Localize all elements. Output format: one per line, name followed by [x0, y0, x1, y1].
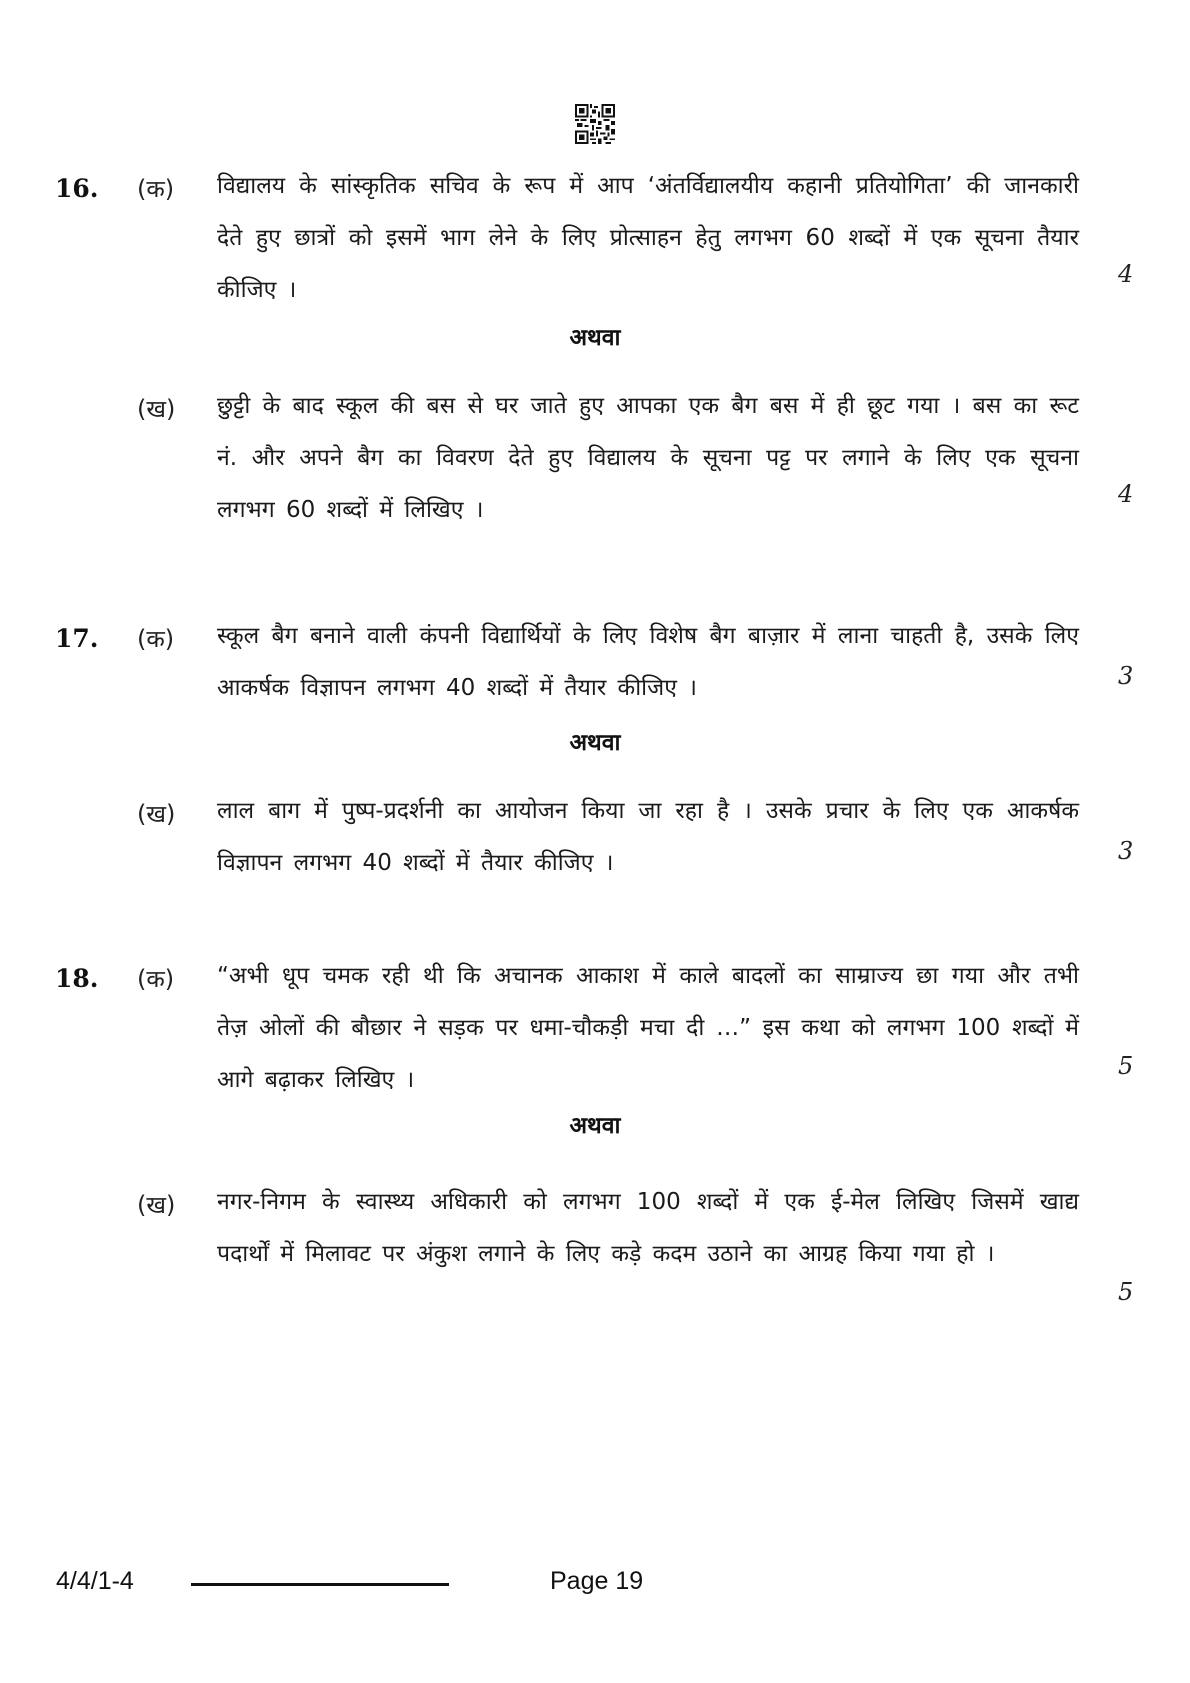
marks: 3 [1118, 662, 1134, 690]
marks: 4 [1118, 480, 1134, 508]
paper-code: 4/4/1-4 [56, 1567, 134, 1595]
marks: 3 [1118, 837, 1134, 865]
part-label: (ख) [137, 1191, 176, 1219]
question-text: लाल बाग में पुष्प-प्रदर्शनी का आयोजन किया जा रहा है । उसके प्रचार के लिए एक आकर्षक विज्ञापन लगभग 40 शब्दों में तैयार कीजिए । [217, 798, 1079, 876]
footer-divider [191, 1583, 449, 1586]
question-number: 17. [55, 624, 99, 653]
marks: 5 [1118, 1052, 1134, 1080]
question-text: विद्यालय के सांस्कृतिक सचिव के रूप में आप ‘अंतर्विद्यालयीय कहानी प्रतियोगिता’ की जानकारी देते हुए छात्रों को इसमें भाग लेने के लिए प्रोत्साहन हेतु लगभग 60 शब्दों में एक सूचना तैयार कीजिए । [217, 173, 1079, 303]
question-text: “अभी धूप चमक रही थी कि अचानक आकाश में काले बादलों का साम्राज्य छा गया और तभी तेज़ ओलों की बौछार ने सड़क पर धमा-चौकड़ी मचा दी …” इस कथा को लगभग 100 शब्दों में आगे बढ़ाकर लिखिए । [217, 963, 1079, 1093]
question-number: 18. [55, 964, 99, 993]
marks: 5 [1118, 1278, 1134, 1306]
part-label: (क) [137, 965, 175, 993]
page-number: Page 19 [550, 1567, 644, 1595]
part-label: (ख) [137, 395, 176, 423]
or-separator: अथवा [569, 730, 621, 756]
marks: 4 [1118, 260, 1134, 288]
part-label: (क) [137, 625, 175, 653]
or-separator: अथवा [569, 325, 621, 351]
question-text: छुट्टी के बाद स्कूल की बस से घर जाते हुए आपका एक बैग बस में ही छूट गया । बस का रूट नं. और अपने बैग का विवरण देते हुए विद्यालय के सूचना पट्ट पर लगाने के लिए एक सूचना लगभग 60 शब्दों में लिखिए । [217, 393, 1079, 523]
qr-code-icon [575, 104, 615, 144]
question-text: स्कूल बैग बनाने वाली कंपनी विद्यार्थियों के लिए विशेष बैग बाज़ार में लाना चाहती है, उसके लिए आकर्षक विज्ञापन लगभग 40 शब्दों में तैयार कीजिए । [217, 623, 1079, 701]
question-number: 16. [55, 174, 99, 203]
question-text: नगर-निगम के स्वास्थ्य अधिकारी को लगभग 100 शब्दों में एक ई-मेल लिखिए जिसमें खाद्य पदार्थों में मिलावट पर अंकुश लगाने के लिए कड़े कदम उठाने का आग्रह किया गया हो । [217, 1189, 1079, 1267]
part-label: (क) [137, 175, 175, 203]
or-separator: अथवा [569, 1113, 621, 1139]
part-label: (ख) [137, 800, 176, 828]
